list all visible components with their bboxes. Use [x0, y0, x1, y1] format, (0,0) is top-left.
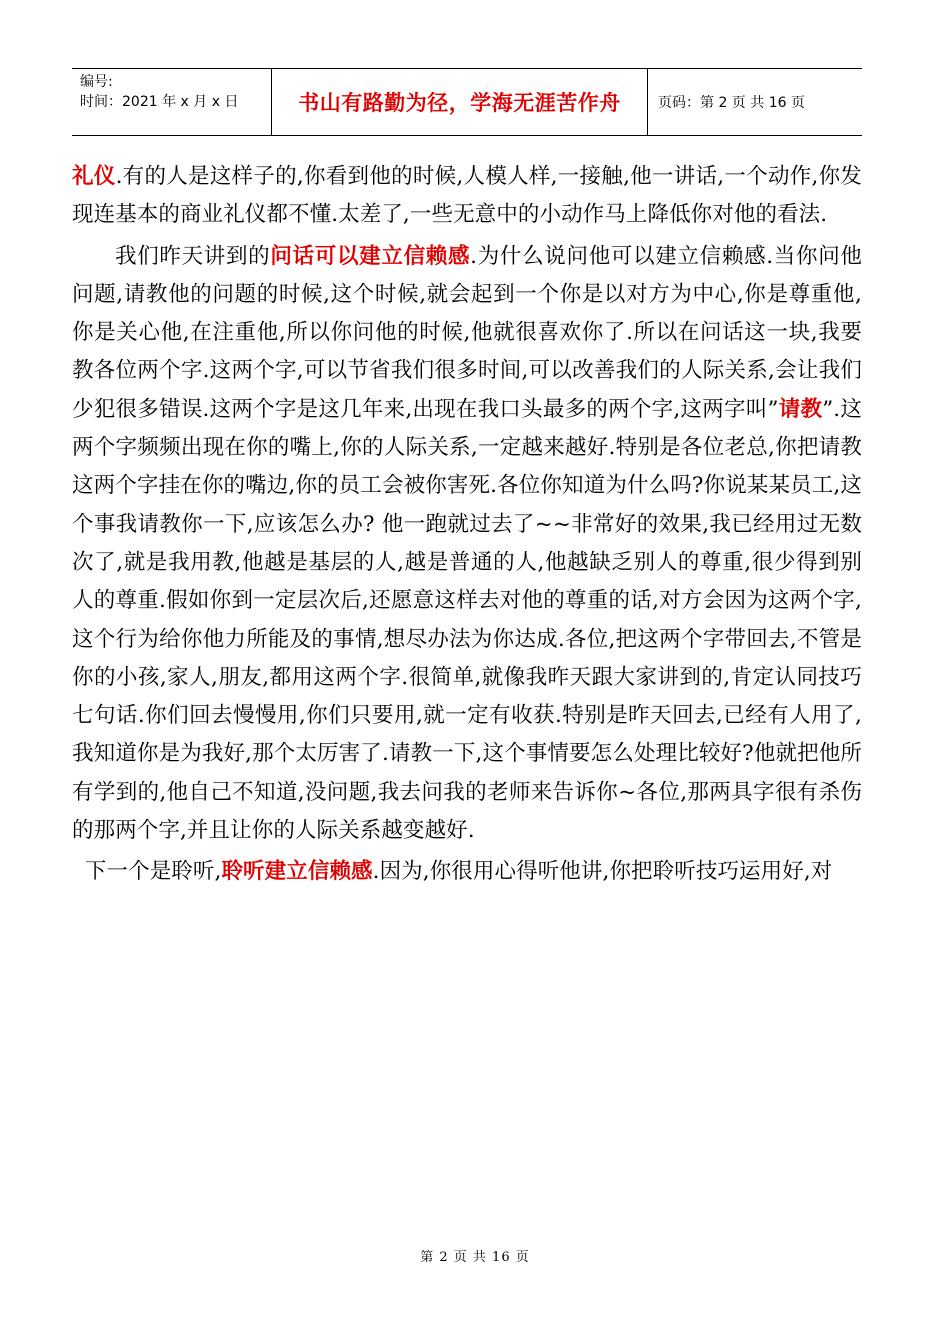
highlight-liyi: 礼仪	[72, 164, 116, 189]
header-meta	[72, 69, 272, 135]
highlight-listen-trust: 聆听建立信赖感	[221, 859, 373, 885]
paragraph-2-text: .为什么说问他可以建立信赖感.当你问他问题,请教他的问题的时候,这个时候,就会起到一个你是以对方为中心,你是尊重他,你是关心他,在注重他,所以你问他的时候,他就很喜欢你了.所以在问话这一块,我要教各位两个字.这两个字,可以节省我们很多时间,可以改善我们的人际关系,会让我们少犯很多错误.这两个字是这几年来,出现在我口头最多的两个字,这两字叫”	[72, 243, 862, 422]
paragraph-1-text: .有的人是这样子的,你看到他的时候,人模人样,一接触,他一讲话,一个动作,你发现连基本的商业礼仪都不懂.太差了,一些无意中的小动作马上降低你对他的看法.	[72, 164, 862, 228]
paragraph-1	[72, 158, 862, 235]
highlight-question-trust: 问话可以建立信赖感	[270, 243, 471, 269]
paragraph-3-intro: 下一个是聆听,	[84, 859, 222, 885]
highlight-qingjiao: 请教	[778, 396, 823, 422]
document-body	[72, 158, 862, 895]
header-page-info: 页码：第 2 页 共 16 页	[658, 95, 805, 111]
paragraph-3	[72, 853, 862, 891]
paragraph-2-intro: 我们昨天讲到的	[115, 243, 271, 269]
page-header	[72, 68, 862, 136]
header-motto: 书山有路勤为径，学海无涯苦作舟	[272, 69, 648, 135]
paragraph-2-rest: ”.这两个字频频出现在你的嘴上,你的人际关系,一定越来越好.特别是各位老总,你把请教这两个字挂在你的嘴边,你的员工会被你害死.各位你知道为什么吗?你说某某员工,这个事我请教你一下,应该怎么办? 他一跑就过去了~~非常好的效果,我已经用过无数次了,就是我用教,他越是基层的人,越是普通的人,他越缺乏别人的尊重,很少得到别人的尊重.假如你到一定层次后,还愿意这样去对他的尊重的话,对方会因为这两个字,这个行为给你他力所能及的事情,想尽办法为你达成.各位,把这两个字带回去,不管是你的小孩,家人,朋友,都用这两个字.很简单,就像我昨天跟大家讲到的,肯定认同技巧七句话.你们回去慢慢用,你们只要用,就一定有收获.特别是昨天回去,已经有人用了,我知道你是为我好,那个太厉害了.请教一下,这个事情要怎么处理比较好?他就把他所有学到的,他自己不知道,没问题,我去问我的老师来告诉你~各位,那两具字很有杀伤的那两个字,并且让你的人际关系越变越好.	[72, 396, 862, 844]
page-footer: 第 2 页 共 16 页	[420, 1250, 530, 1265]
document-date: 时间：2021 年 x 月 x 日	[80, 94, 239, 110]
document-number-label: 编号:	[80, 74, 113, 90]
paragraph-2	[72, 238, 862, 851]
paragraph-3-text: .因为,你很用心得听他讲,你把聆听技巧运用好,对	[372, 859, 833, 885]
